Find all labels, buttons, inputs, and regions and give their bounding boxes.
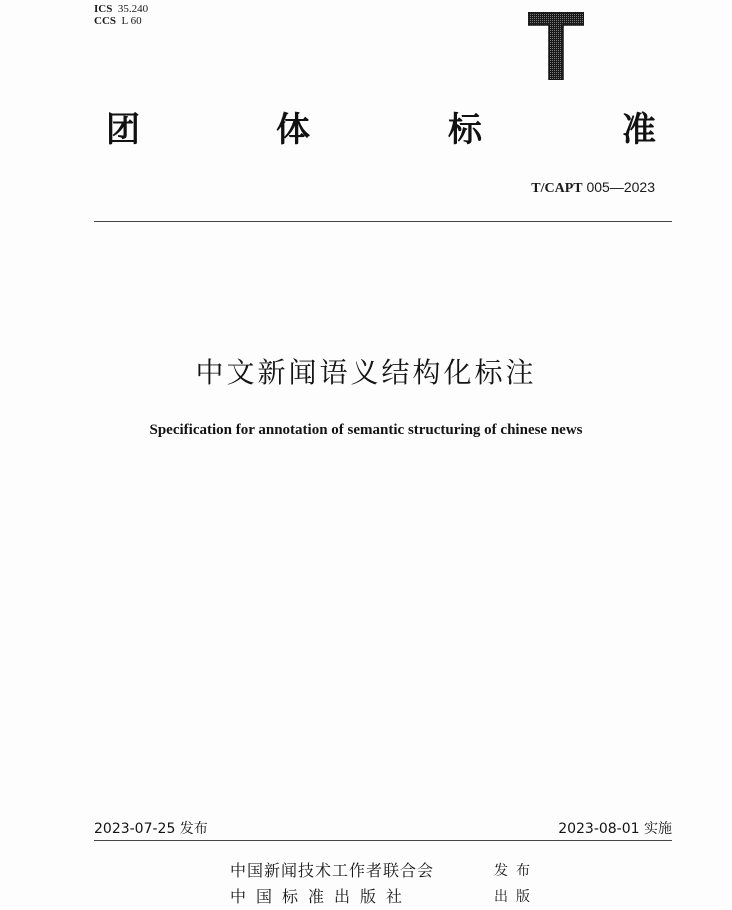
ics-value: 35.240 (117, 3, 149, 15)
ics-code (94, 3, 148, 15)
standard-type-char-4: 准 (622, 110, 656, 150)
ics-label: ICS (94, 3, 113, 15)
standard-number-prefix: T/CAPT (531, 181, 583, 196)
standard-type-char-1: 团 (106, 110, 140, 150)
ccs-label: CCS (94, 15, 117, 27)
title-english: Specification for annotation of semantic structuring of chinese news (149, 422, 583, 438)
printing-organization: 中国标准出版社 (230, 887, 413, 906)
category-mark-t (528, 12, 584, 80)
implementation-date: 2023-08-01 实施 (558, 821, 672, 837)
ccs-code (94, 15, 142, 27)
printing-role: 出版 (494, 889, 538, 905)
header-divider (94, 221, 672, 222)
ccs-value: L 60 (121, 15, 142, 27)
standard-number (531, 179, 655, 197)
issuing-role: 发布 (494, 863, 538, 879)
standard-type-char-3: 标 (448, 110, 482, 150)
title-chinese: 中文新闻语义结构化标注 (195, 356, 537, 389)
footer-divider (94, 840, 672, 841)
issuing-organization: 中国新闻技术工作者联合会 (230, 861, 435, 880)
standard-number-value: 005—2023 (586, 179, 655, 195)
issue-date: 2023-07-25 发布 (94, 821, 208, 837)
standard-type-char-2: 体 (276, 110, 310, 150)
